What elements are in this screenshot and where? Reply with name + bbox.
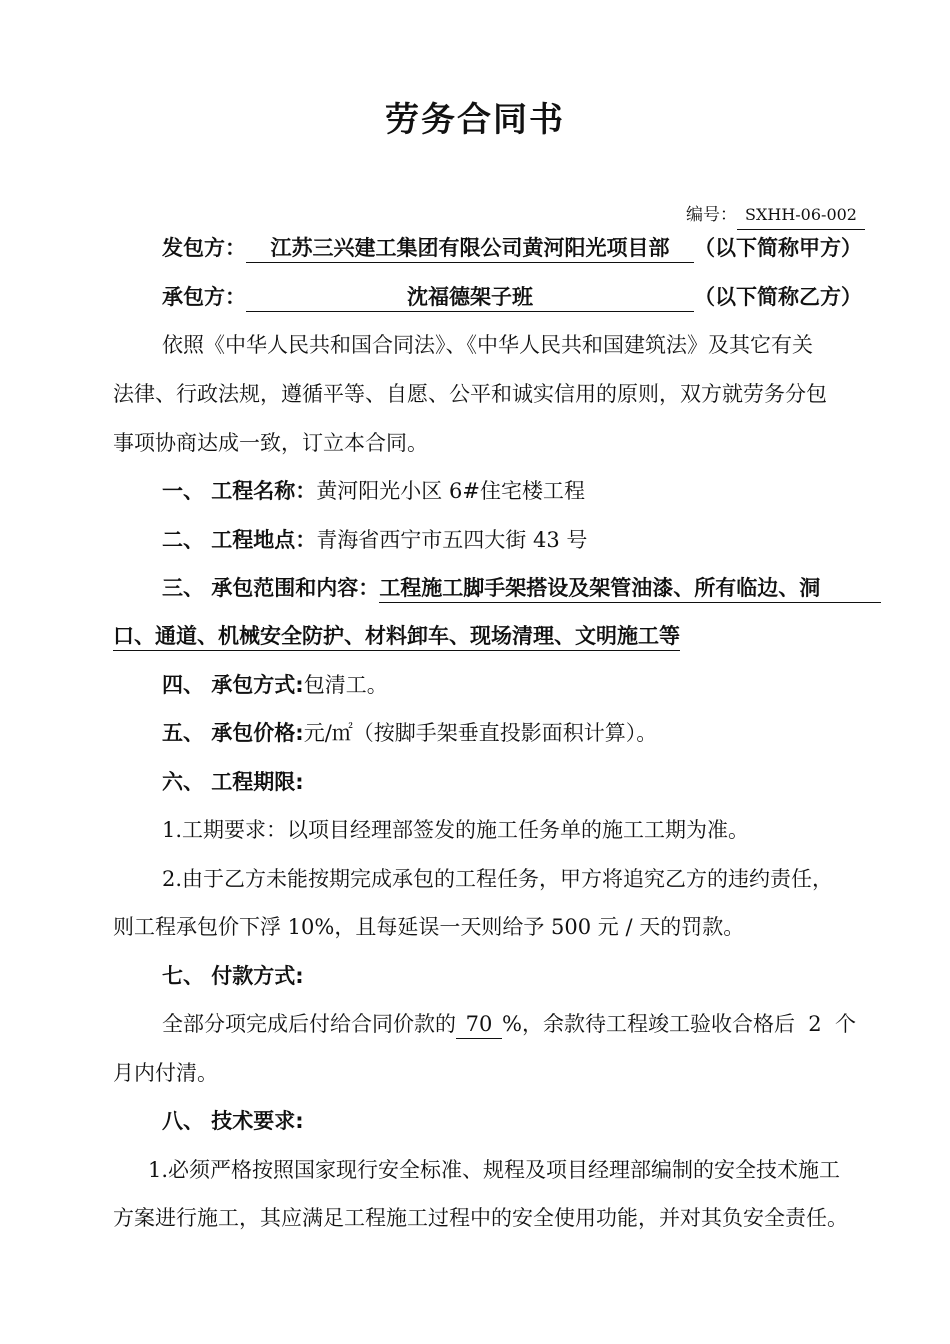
section-6-item-1: 1.工期要求：以项目经理部签发的施工任务单的施工工期为准。	[162, 818, 750, 842]
section-8-label: 八、 技术要求:	[162, 1109, 304, 1133]
section-3-cont	[113, 621, 680, 651]
section-6-item-2a: 2.由于乙方未能按期完成承包的工程任务，甲方将追究乙方的违约责任，	[162, 867, 834, 891]
section-5-value: 元/㎡（按脚手架垂直投影面积计算）。	[303, 721, 658, 745]
section-3	[162, 573, 881, 603]
party-b-line	[162, 282, 862, 312]
section-2	[162, 525, 587, 555]
party-a-label: 发包方：	[162, 236, 246, 260]
section-8-item-1a: 1.必须严格按照国家现行安全标准、规程及项目经理部编制的安全技术施工	[148, 1158, 841, 1182]
section-3-value-1: 工程施工脚手架搭设及架管油漆、所有临边、洞	[379, 574, 881, 603]
section-5-label: 五、 承包价格:	[162, 721, 304, 745]
contract-number	[686, 200, 865, 230]
contract-number-value: SXHH-06-002	[737, 201, 865, 230]
section-1-label: 一、 工程名称：	[162, 479, 317, 503]
section-4-label: 四、 承包方式:	[162, 673, 304, 697]
party-b-label: 承包方：	[162, 285, 246, 309]
section-7-post: %，余款待工程竣工验收合格后 2 个	[502, 1012, 857, 1036]
section-2-value: 青海省西宁市五四大街 43 号	[316, 528, 588, 552]
section-8-item-1b: 方案进行施工，其应满足工程施工过程中的安全使用功能，并对其负安全责任。	[113, 1206, 848, 1230]
section-3-label: 三、 承包范围和内容：	[162, 576, 380, 600]
section-5	[162, 718, 657, 748]
section-1	[162, 476, 585, 506]
section-7-text	[162, 1009, 856, 1039]
section-1-value: 黄河阳光小区 6#住宅楼工程	[316, 479, 585, 503]
party-a-suffix: （以下简称甲方）	[694, 236, 862, 260]
section-2-label: 二、 工程地点：	[162, 528, 317, 552]
section-3-value-2: 口、通道、机械安全防护、材料卸车、现场清理、文明施工等	[113, 622, 680, 651]
party-a-line	[162, 233, 862, 263]
payment-percent: 70	[456, 1010, 502, 1039]
intro-line-3: 事项协商达成一致，订立本合同。	[113, 431, 428, 455]
section-4-value: 包清工。	[303, 673, 388, 697]
section-6-item-2b: 则工程承包价下浮 10%，且每延误一天则给予 500 元 / 天的罚款。	[113, 915, 745, 939]
document-title: 劳务合同书	[385, 100, 565, 140]
section-4	[162, 670, 388, 700]
contract-number-label: 编号：	[686, 205, 737, 225]
party-a-name: 江苏三兴建工集团有限公司黄河阳光项目部	[246, 234, 694, 263]
intro-line-1: 依照《中华人民共和国合同法》、《中华人民共和国建筑法》及其它有关	[162, 333, 813, 357]
party-b-suffix: （以下简称乙方）	[694, 285, 862, 309]
party-b-name: 沈福德架子班	[246, 283, 694, 312]
section-7-line-2: 月内付清。	[113, 1061, 218, 1085]
intro-line-2: 法律、行政法规，遵循平等、自愿、公平和诚实信用的原则，双方就劳务分包	[113, 382, 827, 406]
section-7-pre: 全部分项完成后付给合同价款的	[162, 1012, 456, 1036]
section-7-label: 七、 付款方式:	[162, 964, 304, 988]
section-6-label: 六、 工程期限:	[162, 770, 304, 794]
